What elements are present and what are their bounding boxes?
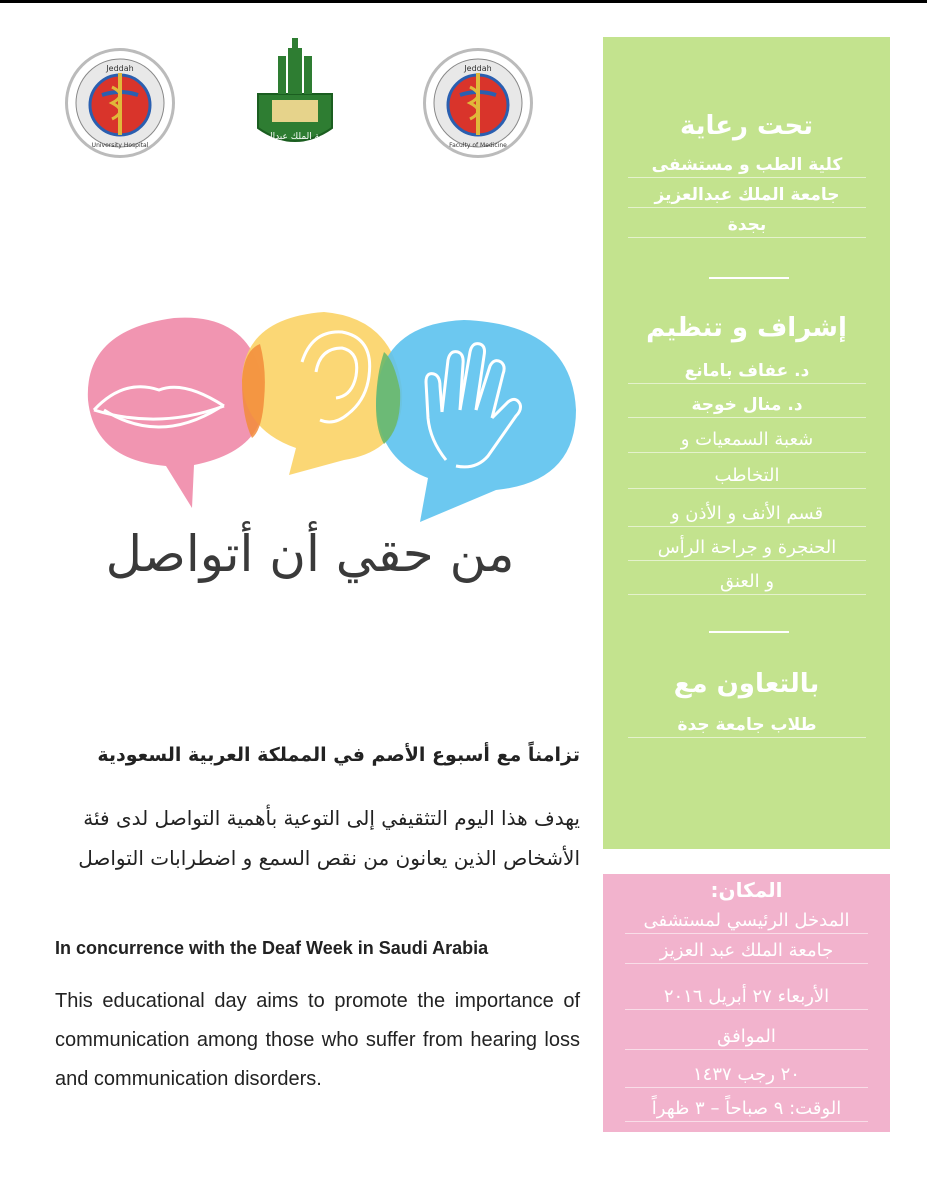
supervision-line-5: قسم الأنف و الأذن و <box>628 503 866 527</box>
sponsorship-line-1: كلية الطب و مستشفى <box>628 155 866 178</box>
venue-time: الوقت: ٩ صباحاً – ٣ ظهراً <box>625 1098 868 1122</box>
section-divider <box>709 277 789 279</box>
center-logo-text: King Abdulaziz University <box>263 146 327 152</box>
pink-speech-bubble <box>88 318 264 508</box>
arabic-title: تزامناً مع أسبوع الأصم في المملكة العربية السعودية <box>97 744 580 766</box>
svg-text:جامعة الملك عبدالعزيز: جامعة الملك عبدالعزيز <box>253 132 337 142</box>
venue-panel <box>603 874 890 1132</box>
top-border <box>0 0 927 3</box>
sponsorship-line-3: بجدة <box>628 215 866 238</box>
supervisor-line-1: د. عفاف بامانع <box>628 361 866 384</box>
supervision-line-4: التخاطب <box>628 465 866 489</box>
organizers-panel <box>603 37 890 849</box>
left-logo-bottom-text: University Hospital <box>91 142 149 149</box>
supervision-line-6: الحنجرة و جراحة الرأس <box>628 537 866 561</box>
supervision-line-7: و العنق <box>628 571 866 595</box>
university-hospital-logo <box>65 48 175 158</box>
supervisor-line-2: د. منال خوجة <box>628 395 866 418</box>
section-divider <box>709 631 789 633</box>
supervision-line-3: شعبة السمعيات و <box>628 429 866 453</box>
venue-corresponding: الموافق <box>625 1026 868 1050</box>
right-logo-top-text: Jeddah <box>464 64 492 73</box>
cooperation-heading: بالتعاون مع <box>673 669 820 699</box>
faculty-of-medicine-logo <box>423 48 533 158</box>
venue-hijri-date: ٢٠ رجب ١٤٣٧ <box>625 1064 868 1088</box>
supervision-heading: إشراف و تنظيم <box>646 313 847 343</box>
right-logo-bottom-text: Faculty of Medicine <box>449 142 507 149</box>
venue-title: المكان: <box>710 878 783 902</box>
arabic-body: يهدف هذا اليوم التثقيفي إلى التوعية بأهمية التواصل لدى فئة الأشخاص الذين يعانون من نقص السمع و اضطرابات التواصل <box>78 806 580 870</box>
slogan-text: من حقي أن أتواصل <box>105 525 515 583</box>
blue-speech-bubble <box>376 320 576 522</box>
sponsorship-heading: تحت رعاية <box>679 111 814 141</box>
left-logo-top-text: Jeddah <box>106 64 134 73</box>
english-body: This educational day aims to promote the importance of communication among those who suffer from hearing loss and communication disorders. <box>55 990 580 1090</box>
cooperation-line-1: طلاب جامعة جدة <box>628 715 866 738</box>
sponsorship-line-2: جامعة الملك عبدالعزيز <box>628 185 866 208</box>
venue-date: الأربعاء ٢٧ أبريل ٢٠١٦ <box>625 986 868 1010</box>
venue-line-1: المدخل الرئيسي لمستشفى <box>625 910 868 934</box>
communication-illustration <box>84 310 584 534</box>
english-title: In concurrence with the Deaf Week in Saudi Arabia <box>55 938 489 958</box>
venue-line-2: جامعة الملك عبد العزيز <box>625 940 868 964</box>
king-abdulaziz-university-logo <box>248 36 342 156</box>
